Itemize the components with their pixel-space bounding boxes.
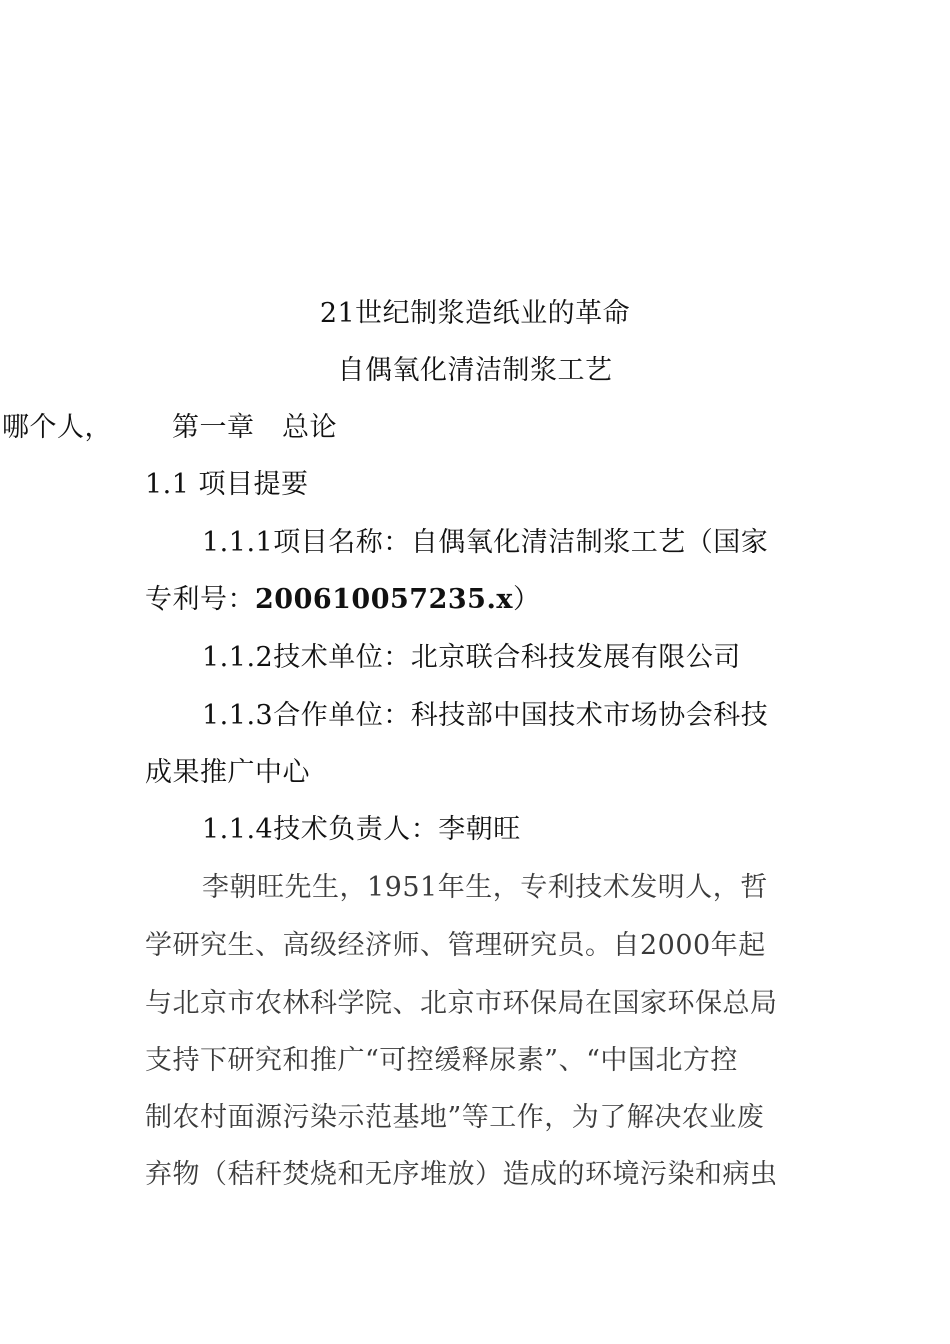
item-project-name-line-1: 1.1.1项目名称：自偶氧化清洁制浆工艺（国家 bbox=[202, 527, 769, 558]
item-partner-line-1: 1.1.3合作单位：科技部中国技术市场协会科技 bbox=[202, 700, 769, 731]
bio-paragraph-line: 李朝旺先生，1951年生，专利技术发明人，哲 bbox=[202, 872, 768, 903]
bio-paragraph-line: 与北京市农林科学院、北京市环保局在国家环保总局 bbox=[145, 988, 778, 1019]
section-heading: 1.1 项目提要 bbox=[145, 469, 309, 500]
item-project-name-line-2 bbox=[145, 583, 540, 617]
item-tech-unit: 1.1.2技术单位：北京联合科技发展有限公司 bbox=[202, 642, 741, 673]
patent-close-paren: ） bbox=[512, 584, 541, 615]
bio-paragraph-line: 制农村面源污染示范基地”等工作，为了解决农业废 bbox=[145, 1102, 765, 1133]
chapter-heading: 第一章 总论 bbox=[172, 412, 337, 443]
title-line-1: 21世纪制浆造纸业的革命 bbox=[319, 298, 631, 329]
patent-number: 200610057235.x bbox=[255, 584, 513, 615]
bio-paragraph-line: 支持下研究和推广“可控缓释尿素”、“中国北方控 bbox=[145, 1045, 738, 1076]
title-line-2: 自偶氧化清洁制浆工艺 bbox=[337, 355, 613, 386]
margin-note: 哪个人， bbox=[2, 412, 112, 443]
bio-paragraph-line: 弃物（秸秆焚烧和无序堆放）造成的环境污染和病虫 bbox=[145, 1159, 778, 1190]
patent-label: 专利号： bbox=[145, 584, 255, 615]
item-tech-lead: 1.1.4技术负责人：李朝旺 bbox=[202, 814, 521, 845]
item-partner-line-2: 成果推广中心 bbox=[145, 757, 310, 788]
bio-paragraph-line: 学研究生、高级经济师、管理研究员。自2000年起 bbox=[145, 930, 766, 961]
